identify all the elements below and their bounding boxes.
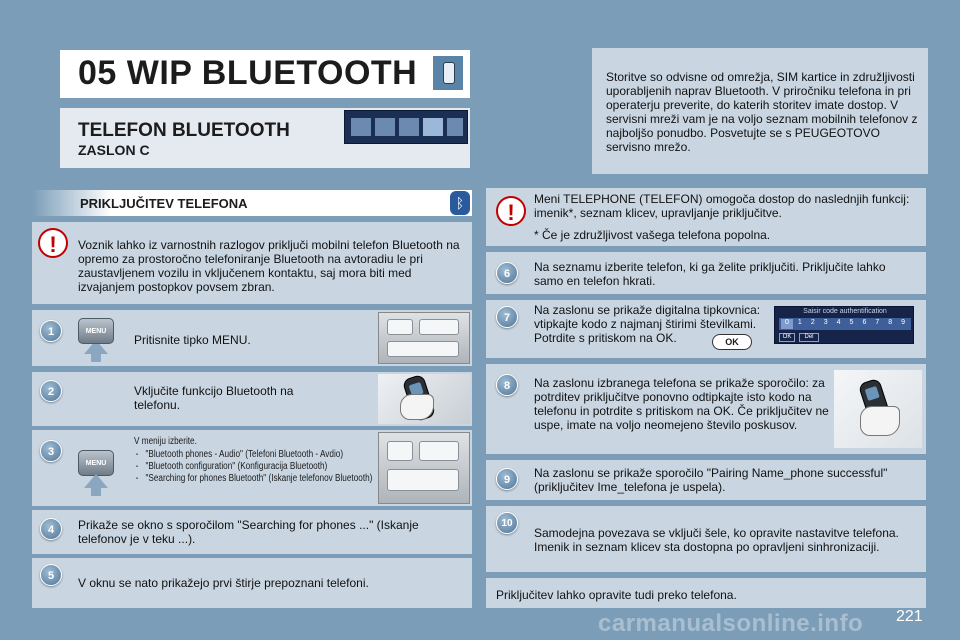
phone-icon-badge — [432, 55, 464, 91]
digit-row — [779, 318, 911, 330]
screen-tile — [399, 118, 419, 136]
arrow-stem — [91, 486, 101, 496]
hand-icon — [400, 394, 434, 420]
step-3-badge: 3 — [40, 440, 62, 462]
screen-title: Saisir code authentification — [803, 308, 887, 315]
step-3-intro: V meniju izberite. — [134, 436, 197, 447]
step-1-badge: 1 — [40, 320, 62, 342]
screen-del-key[interactable]: Del — [799, 333, 819, 342]
step-4-text: Prikaže se okno s sporočilom "Searching for phones ..." (Iskanje telefonov je v teku ...). — [78, 518, 419, 546]
digit-key[interactable]: 2 — [810, 319, 815, 326]
notice-text: Storitve so odvisne od omrežja, SIM kartice in združljivosti uporabljenih naprav Bluetooth. V priročniku telefona in pri operaterju preverite, do katerih storitev imate dostop. V servisni mreži vam je na voljo seznam mobilnih telefonov z najboljšo ponudbo. Posvetujte se s PEUGEOTOVO servisno mrežo. — [606, 70, 918, 154]
digit-key[interactable]: 8 — [888, 319, 893, 326]
list-item: - "Bluetooth phones - Audio" (Telefoni Bluetooth - Avdio) — [134, 449, 374, 461]
menu-button[interactable]: MENU — [78, 318, 114, 344]
info-footnote: * Če je združljivost vašega telefona popolna. — [534, 228, 771, 242]
phone-in-hand-image — [378, 374, 470, 424]
radio-slot — [419, 319, 459, 335]
step-7-badge: 7 — [496, 306, 518, 328]
menu-button[interactable]: MENU — [78, 450, 114, 476]
screen-thumbnail — [344, 110, 468, 144]
step-10-badge: 10 — [496, 512, 518, 534]
code-entry-screen — [774, 306, 914, 344]
phone-in-hand-image — [834, 370, 922, 448]
radio-slot — [387, 319, 413, 335]
radio-unit-image — [378, 432, 470, 504]
footer-note: Priključitev lahko opravite tudi preko telefona. — [496, 588, 737, 602]
step-6-badge: 6 — [496, 262, 518, 284]
screen-tile — [447, 118, 463, 136]
step-2-text: Vključite funkcijo Bluetooth na telefonu. — [134, 384, 294, 412]
digit-key[interactable]: 4 — [836, 319, 841, 326]
arrow-stem — [91, 352, 101, 362]
screen-label: ZASLON C — [78, 142, 150, 158]
phone-icon — [443, 62, 455, 84]
step-2-badge: 2 — [40, 380, 62, 402]
digit-key[interactable]: 1 — [797, 319, 802, 326]
radio-slot — [387, 341, 459, 357]
step-10-text: Samodejna povezava se vključi šele, ko opravite nastavitve telefona. Imenik in seznam klicev sta dostopna po opravljeni sinhronizaciji. — [534, 526, 899, 554]
page-title: 05 WIP BLUETOOTH — [78, 54, 418, 92]
step-3-menu-list — [134, 449, 374, 485]
step-8-text: Na zaslonu izbranega telefona se prikaže sporočilo: za potrditev priključitve ponovno odtipkajte isto kodo na telefonu in potrdite s pritiskom na OK. Če priključitev ne uspe, imate na voljo neomejeno število poskusov. — [534, 376, 829, 432]
step-4-badge: 4 — [40, 518, 62, 540]
digit-key[interactable]: 0 — [781, 319, 793, 329]
page-number: 221 — [896, 608, 923, 625]
step-5-text: V oknu se nato prikažejo prvi štirje prepoznani telefoni. — [78, 576, 369, 590]
info-text: Meni TELEPHONE (TELEFON) omogoča dostop do naslednjih funkcij: imenik*, seznam klicev, upravljanje priključitve. — [534, 192, 910, 220]
screen-tile — [375, 118, 395, 136]
watermark: carmanualsonline.info — [598, 610, 864, 637]
step-8-badge: 8 — [496, 374, 518, 396]
digit-key[interactable]: 6 — [862, 319, 867, 326]
ok-button[interactable]: OK — [712, 334, 752, 350]
warning-icon: ! — [496, 196, 526, 226]
step-1-text: Pritisnite tipko MENU. — [134, 333, 251, 347]
radio-unit-image — [378, 312, 470, 364]
hand-icon — [860, 406, 900, 436]
step-6-text: Na seznamu izberite telefon, ki ga želite priključiti. Priključite lahko samo en telefon hkrati. — [534, 260, 886, 288]
section-title: TELEFON BLUETOOTH — [78, 120, 290, 141]
step-7-text: Na zaslonu se prikaže digitalna tipkovnica: vtipkajte kodo z najmanj štirimi številkami. Potrdite s pritiskom na OK. — [534, 303, 761, 345]
bluetooth-icon: ᛒ — [450, 191, 470, 215]
list-item: - "Bluetooth configuration" (Konfiguracija Bluetooth) — [134, 461, 374, 473]
digit-key[interactable]: 3 — [823, 319, 828, 326]
screen-ok-key[interactable]: OK — [779, 333, 795, 342]
radio-slot — [387, 469, 459, 491]
step-9-badge: 9 — [496, 468, 518, 490]
screen-tile — [351, 118, 371, 136]
list-item: - "Searching for phones Bluetooth" (Iskanje telefonov Bluetooth) — [134, 473, 374, 485]
warning-text: Voznik lahko iz varnostnih razlogov priključi mobilni telefon Bluetooth na opremo za prostoročno telefoniranje Bluetooth na avtoradiu le pri zaustavljenem vozilu in vključenem kontaktu, saj mora biti med izvajanjem postopkov povsem zbran. — [78, 238, 460, 294]
radio-slot — [419, 441, 459, 461]
section-header-title: PRIKLJUČITEV TELEFONA — [80, 196, 248, 211]
digit-key[interactable]: 9 — [901, 319, 906, 326]
radio-slot — [387, 441, 413, 461]
digit-key[interactable]: 7 — [875, 319, 880, 326]
step-9-text: Na zaslonu se prikaže sporočilo "Pairing Name_phone successful" (priključitev Ime_telefona je uspela). — [534, 466, 888, 494]
warning-icon: ! — [38, 228, 68, 258]
step-5-badge: 5 — [40, 564, 62, 586]
digit-key[interactable]: 5 — [849, 319, 854, 326]
screen-tile — [423, 118, 443, 136]
